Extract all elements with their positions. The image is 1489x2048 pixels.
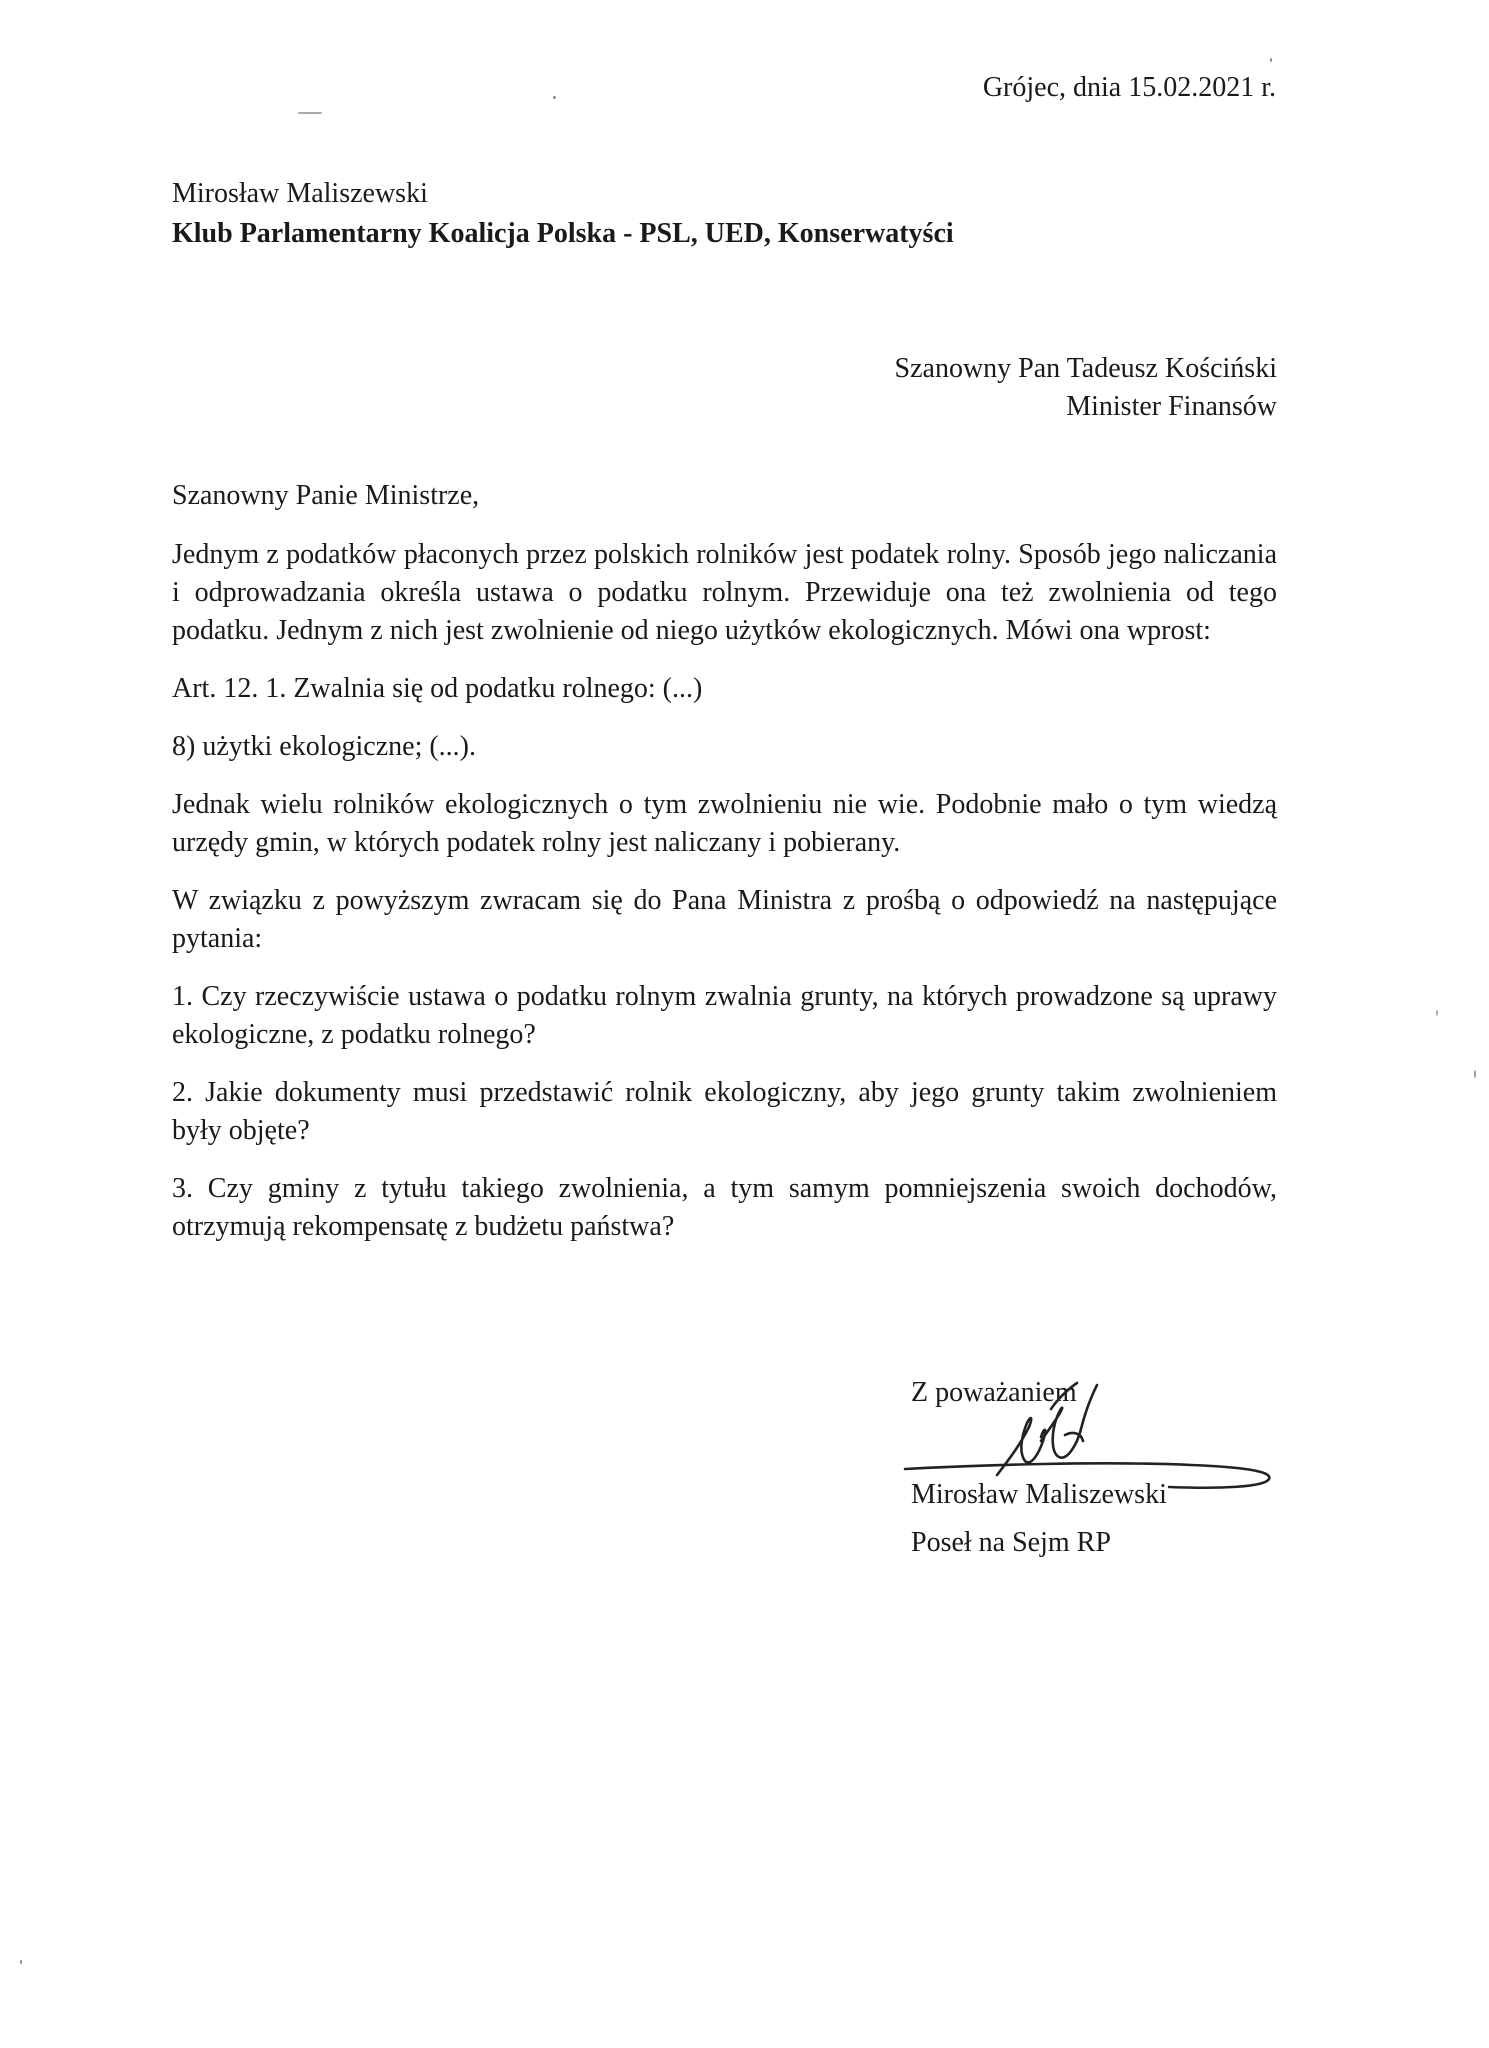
letter-body — [172, 536, 1277, 1266]
body-paragraph: Jednak wielu rolników ekologicznych o tym zwolnieniu nie wie. Podobnie mało o tym wiedzą urzędy gmin, w których podatek rolny jest naliczany i pobierany. — [172, 789, 1277, 858]
question-1: 1. Czy rzeczywiście ustawa o podatku rolnym zwalnia grunty, na których prowadzone są uprawy ekologiczne, z podatku rolnego? — [172, 981, 1277, 1050]
scan-speck — [553, 96, 556, 99]
scan-speck — [20, 1960, 22, 1964]
sender-name: Mirosław Maliszewski — [172, 178, 428, 209]
body-paragraph: W związku z powyższym zwracam się do Pana Ministra z prośbą o odpowiedź na następujące pytania: — [172, 885, 1277, 954]
closing-greeting: Z poważaniem — [911, 1377, 1077, 1408]
recipient-name: Szanowny Pan Tadeusz Kościński — [894, 353, 1277, 384]
law-article: Art. 12. 1. Zwalnia się od podatku rolnego: (...) — [172, 673, 703, 704]
scan-speck — [1436, 1010, 1438, 1016]
sender-club: Klub Parlamentarny Koalicja Polska - PSL, UED, Konserwatyści — [172, 218, 954, 249]
question-2: 2. Jakie dokumenty musi przedstawić rolnik ekologiczny, aby jego grunty takim zwolnieniem były objęte? — [172, 1077, 1277, 1146]
scan-speck — [1474, 1070, 1476, 1078]
question-3: 3. Czy gminy z tytułu takiego zwolnienia, a tym samym pomniejszenia swoich dochodów, otrzymują rekompensatę z budżetu państwa? — [172, 1173, 1277, 1242]
closing-name: Mirosław Maliszewski — [911, 1479, 1167, 1510]
body-paragraph: Jednym z podatków płaconych przez polskich rolników jest podatek rolny. Sposób jego naliczania i odprowadzania określa ustawa o podatku rolnym. Przewiduje ona też zwolnienia od tego podatku. Jednym z nich jest zwolnienie od niego użytków ekologicznych. Mówi ona wprost: — [172, 539, 1277, 646]
scan-speck — [1270, 58, 1272, 62]
recipient-block — [895, 350, 1277, 426]
closing-block — [911, 1377, 1291, 1557]
law-item: 8) użytki ekologiczne; (...). — [172, 731, 477, 762]
recipient-title: Minister Finansów — [1066, 391, 1277, 422]
salutation: Szanowny Panie Ministrze, — [172, 480, 480, 511]
scan-speck — [298, 112, 322, 114]
closing-title: Poseł na Sejm RP — [911, 1527, 1111, 1558]
place-date: Grójec, dnia 15.02.2021 r. — [982, 72, 1276, 103]
